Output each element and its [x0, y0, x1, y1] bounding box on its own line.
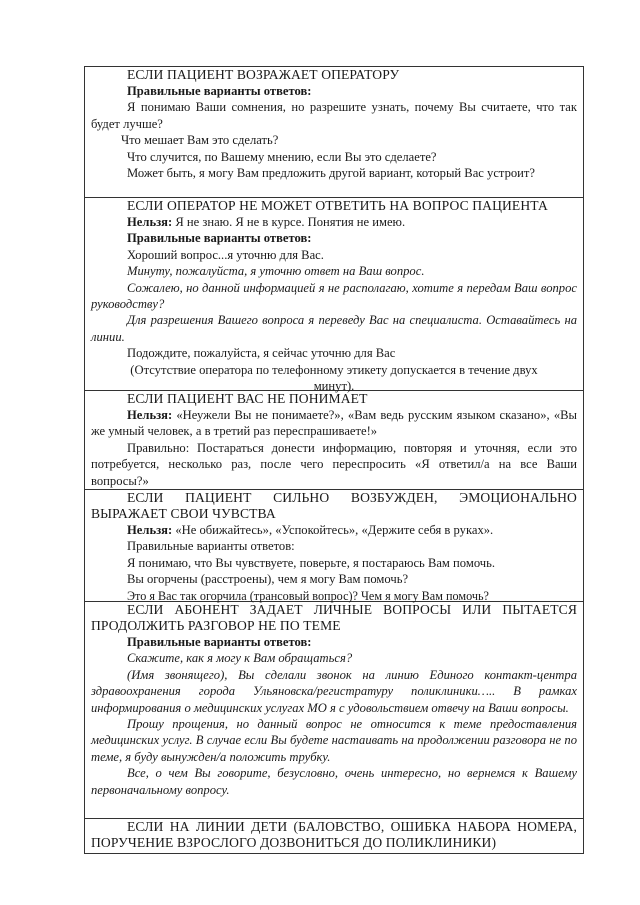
section-header: ЕСЛИ НА ЛИНИИ ДЕТИ (БАЛОВСТВО, ОШИБКА НАБОРА НОМЕРА, ПОРУЧЕНИЕ ВЗРОСЛОГО ДОЗВОНИТЬСЯ ДО ПОЛИКЛИНИКИ) — [91, 819, 577, 850]
forbidden-label: Нельзя: — [127, 523, 173, 537]
response-line: Это я Вас так огорчила (трансовый вопрос)? Чем я могу Вам помочь? — [127, 588, 489, 603]
section-header-line1: ЕСЛИ ПАЦИЕНТ СИЛЬНО ВОЗБУЖДЕН, ЭМОЦИОНАЛЬНО — [127, 490, 577, 505]
forbidden-label: Нельзя: — [127, 408, 173, 422]
forbidden-text: «Неужели Вы не понимаете?», «Вам ведь русским языком сказано», «Вы же умный человек, а в третий раз переспрашиваете!» — [91, 408, 577, 439]
subheader: Правильные варианты ответов: — [127, 84, 312, 98]
section-header-line2: ВЫРАЖАЕТ СВОИ ЧУВСТВА — [91, 506, 276, 521]
response-line: (Имя звонящего), Вы сделали звонок на линию Единого контакт-центра здравоохранения города Ульяновска/регистратуру поликлиники….. В рамках информирования о медицинских услугах МО я с удовольствием отвечу на Ваши вопросы. — [91, 667, 577, 715]
forbidden-text: Я не знаю. Я не в курсе. Понятия не имею. — [172, 215, 406, 229]
forbidden-line — [91, 407, 577, 440]
section-header: ЕСЛИ ПАЦИЕНТ ВАС НЕ ПОНИМАЕТ — [127, 391, 368, 406]
section-header: ЕСЛИ ПАЦИЕНТ ВОЗРАЖАЕТ ОПЕРАТОРУ — [127, 67, 400, 82]
section-children-on-line — [85, 818, 583, 854]
response-line: Подождите, пожалуйста, я сейчас уточню для Вас — [127, 346, 396, 361]
response-line: Что мешает Вам это сделать? — [121, 133, 279, 148]
section-header: ЕСЛИ АБОНЕНТ ЗАДАЕТ ЛИЧНЫЕ ВОПРОСЫ ИЛИ ПЫТАЕТСЯ ПРОДОЛЖИТЬ РАЗГОВОР НЕ ПО ТЕМЕ — [91, 602, 577, 633]
note-line: (Отсутствие оператора по телефонному этикету допускается в течение двух минут). — [130, 362, 538, 394]
response-line: Минуту, пожалуйста, я уточню ответ на Ваш вопрос. — [127, 264, 425, 279]
subheader: Правильные варианты ответов: — [127, 231, 312, 246]
response-line: Сожалею, но данной информацией я не располагаю, хотите я передам Ваш вопрос руководству? — [91, 280, 577, 312]
section-patient-objects — [85, 66, 583, 197]
section-operator-cannot-answer — [85, 197, 583, 394]
forbidden-line — [91, 522, 577, 538]
response-line: Хороший вопрос...я уточню для Вас. — [127, 247, 324, 262]
correct-line: Правильно: Постараться донести информацию, повторяя и уточняя, если это потребуется, несколько раз, после чего переспросить «Я ответил/а на все Ваши вопросы?» — [91, 440, 577, 488]
subheader: Правильные варианты ответов: — [127, 539, 295, 554]
response-line: Для разрешения Вашего вопроса я переведу Вас на специалиста. Оставайтесь на линии. — [91, 313, 577, 344]
response-line: Я понимаю Ваши сомнения, но разрешите узнать, почему Вы считаете, что так будет лучше? — [91, 100, 577, 131]
response-line: Прошу прощения, но данный вопрос не относится к теме предоставления медицинских услуг. В случае если Вы будете настаивать на продолжении разговора не по теме, я буду вынужден/а положить трубку. — [91, 717, 577, 764]
response-line: Я понимаю, что Вы чувствуете, поверьте, я постараюсь Вам помочь. — [127, 555, 496, 570]
forbidden-line — [91, 214, 577, 230]
subheader: Правильные варианты ответов: — [127, 635, 312, 649]
response-line: Все, о чем Вы говорите, безусловно, очень интересно, но вернемся к Вашему первоначальному вопросу. — [91, 766, 577, 797]
response-line: Скажите, как я могу к Вам обращаться? — [127, 651, 353, 666]
section-patient-agitated — [85, 489, 583, 601]
script-table — [84, 66, 584, 854]
section-patient-not-understand — [85, 390, 583, 489]
section-header: ЕСЛИ ОПЕРАТОР НЕ МОЖЕТ ОТВЕТИТЬ НА ВОПРОС ПАЦИЕНТА — [127, 198, 548, 213]
section-personal-questions — [85, 601, 583, 818]
response-line: Что случится, по Вашему мнению, если Вы это сделаете? — [127, 149, 437, 164]
forbidden-label: Нельзя: — [127, 215, 173, 229]
response-line: Вы огорчены (расстроены), чем я могу Вам помочь? — [127, 572, 409, 587]
forbidden-text: «Не обижайтесь», «Успокойтесь», «Держите себя в руках». — [172, 523, 494, 537]
response-line: Может быть, я могу Вам предложить другой вариант, который Вас устроит? — [127, 166, 536, 181]
